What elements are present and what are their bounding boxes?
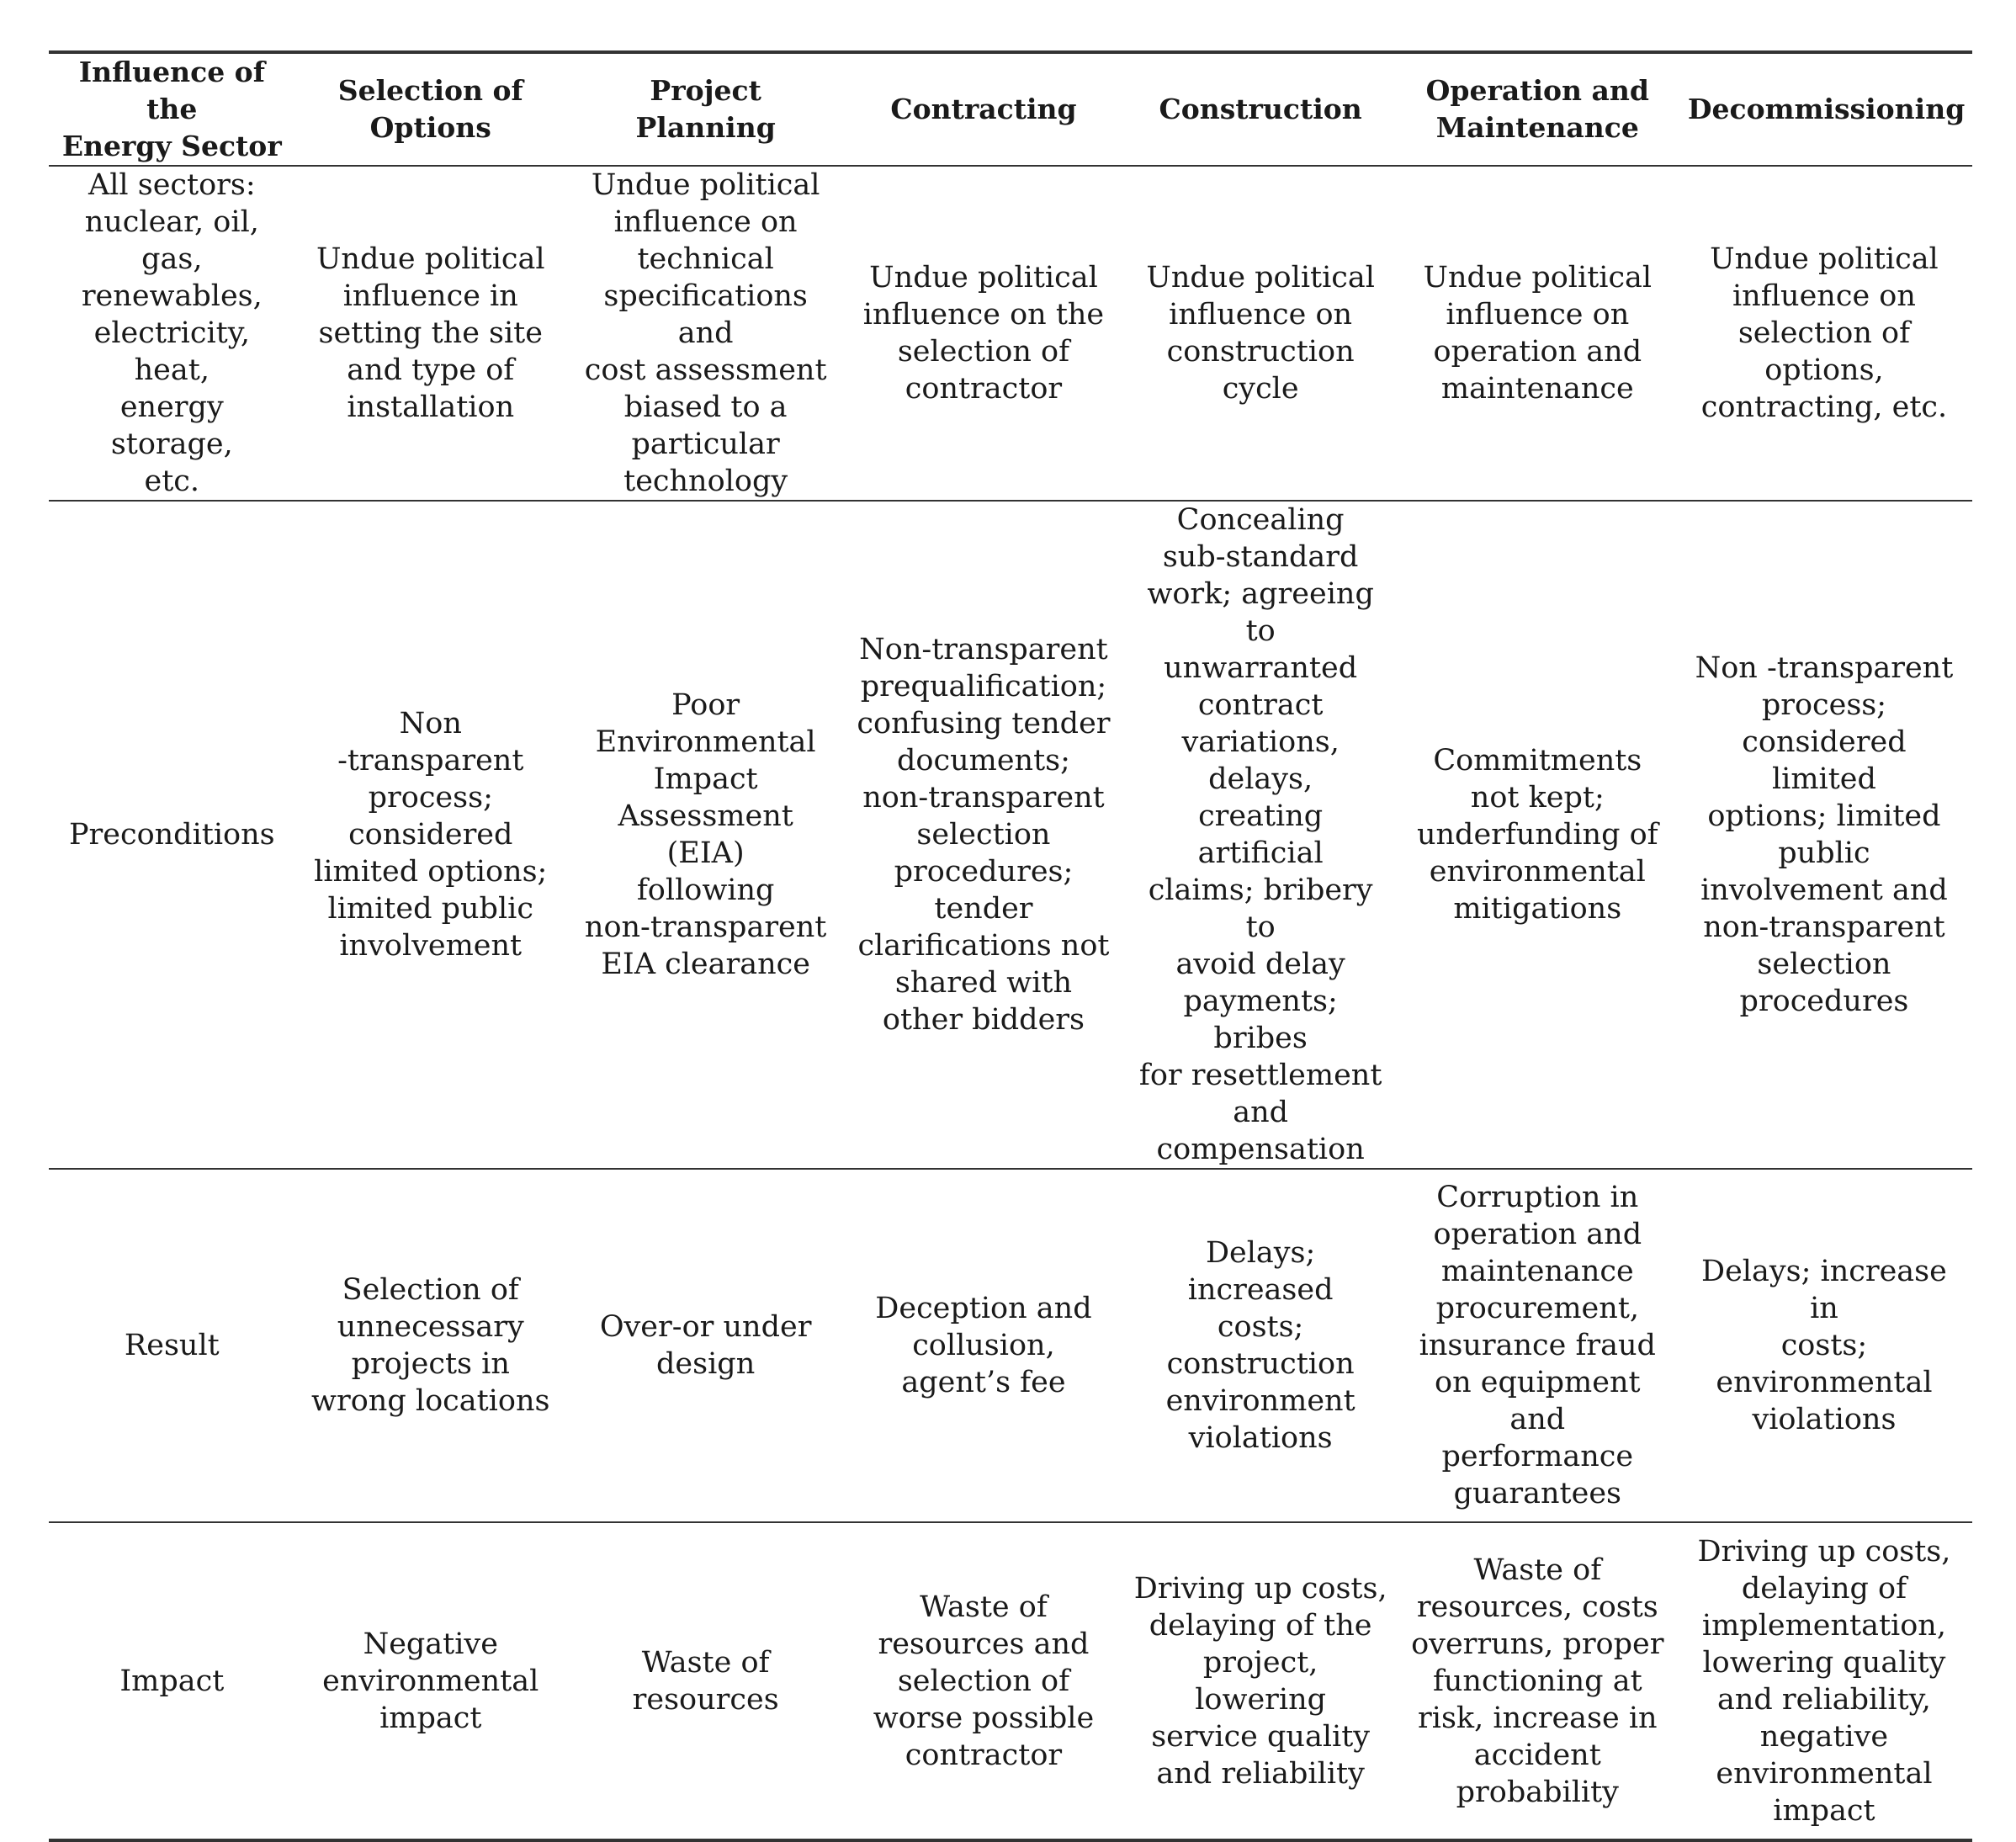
header-label: Construction bbox=[1159, 93, 1362, 125]
cell-text: Concealing sub-standard work; agreeing to unwarranted contract variations, delays, creating artificial claims; bribery to avoid delay payments; bribes for resettlement and compensation bbox=[1138, 503, 1382, 1166]
cell-text: Waste of resources and selection of worse possible contractor bbox=[873, 1590, 1095, 1772]
table-cell bbox=[1399, 1169, 1676, 1522]
cell-text: Commitments not kept; underfunding of environmental mitigations bbox=[1416, 744, 1658, 926]
cell-text: Undue political influence on the selection of contractor bbox=[862, 261, 1105, 406]
cell-text: Waste of resources, costs overruns, proper functioning at risk, increase in accident probability bbox=[1411, 1553, 1664, 1809]
cell-text: Waste of resources bbox=[632, 1645, 779, 1717]
table-cell bbox=[1122, 1169, 1399, 1522]
table-cell bbox=[566, 1522, 845, 1840]
table-cell bbox=[295, 1169, 566, 1522]
table-cell bbox=[1399, 1522, 1676, 1840]
table-row-impact bbox=[49, 1522, 1972, 1840]
header-construction bbox=[1122, 52, 1399, 166]
cell-text: Result bbox=[124, 1329, 220, 1362]
table-cell bbox=[845, 1522, 1122, 1840]
header-row bbox=[49, 52, 1972, 166]
table-row-result bbox=[49, 1169, 1972, 1522]
table-cell bbox=[295, 166, 566, 501]
table-cell bbox=[1399, 501, 1676, 1169]
header-operation-maintenance bbox=[1399, 52, 1676, 166]
table-cell bbox=[1676, 1169, 1972, 1522]
corruption-risk-table-container bbox=[49, 50, 1972, 1842]
cell-text: Corruption in operation and maintenance procurement, insurance fraud on equipment and performance guarantees bbox=[1419, 1181, 1656, 1510]
table-cell bbox=[295, 1522, 566, 1840]
header-label: Project Planning bbox=[635, 74, 776, 144]
table-cell bbox=[566, 501, 845, 1169]
cell-text: Driving up costs, delaying of the project, lowering service quality and reliability bbox=[1133, 1571, 1387, 1791]
cell-text: Non -transparent process; considered limited options; limited public involvement and non-transparent selection procedures bbox=[1695, 651, 1954, 1018]
header-contracting bbox=[845, 52, 1122, 166]
table-cell bbox=[845, 501, 1122, 1169]
table-cell bbox=[1122, 501, 1399, 1169]
cell-text: Preconditions bbox=[68, 818, 275, 852]
table-header bbox=[49, 52, 1972, 166]
table-cell bbox=[1676, 166, 1972, 501]
cell-text: Undue political influence in setting the site and type of installation bbox=[316, 242, 545, 424]
table-cell bbox=[1399, 166, 1676, 501]
header-project-planning bbox=[566, 52, 845, 166]
table-cell bbox=[49, 166, 295, 501]
cell-text: Non -transparent process; considered limited options; limited public involvement bbox=[314, 707, 548, 963]
table-cell bbox=[566, 166, 845, 501]
cell-text: Delays; increase in costs; environmental violations bbox=[1701, 1255, 1947, 1436]
header-label: Operation and Maintenance bbox=[1425, 74, 1649, 144]
cell-text: Undue political influence on selection of options, contracting, etc. bbox=[1700, 242, 1948, 424]
cell-text: Negative environmental impact bbox=[322, 1627, 539, 1735]
table-cell bbox=[49, 501, 295, 1169]
cell-text: Undue political influence on operation and maintenance bbox=[1423, 261, 1653, 406]
cell-text: Undue political influence on technical specifications and cost assessment biased to a particular technology bbox=[584, 168, 827, 498]
header-label: Contracting bbox=[890, 93, 1077, 125]
cell-text: Over-or under design bbox=[599, 1310, 812, 1381]
table-cell bbox=[295, 501, 566, 1169]
cell-text: Poor Environmental Impact Assessment (EIA) following non-transparent EIA clearance bbox=[584, 688, 827, 981]
table-cell bbox=[845, 166, 1122, 501]
cell-text: Driving up costs, delaying of implementation, lowering quality and reliability, negative environmental impact bbox=[1697, 1534, 1951, 1828]
header-label: Selection of Options bbox=[337, 74, 523, 144]
table-row-preconditions bbox=[49, 501, 1972, 1169]
table-cell bbox=[49, 1169, 295, 1522]
header-label: Influence of the Energy Sector bbox=[61, 56, 282, 162]
cell-text: All sectors: nuclear, oil, gas, renewables, electricity, heat, energy storage, etc. bbox=[81, 168, 263, 498]
cell-text: Undue political influence on construction cycle bbox=[1146, 261, 1375, 406]
table-cell bbox=[1676, 501, 1972, 1169]
corruption-risk-table bbox=[49, 50, 1972, 1842]
header-selection-of-options bbox=[295, 52, 566, 166]
cell-text: Impact bbox=[119, 1664, 225, 1698]
cell-text: Non-transparent prequalification; confusing tender documents; non-transparent selection procedures; tender clarifications not shared with other bidders bbox=[857, 633, 1111, 1037]
table-cell bbox=[845, 1169, 1122, 1522]
cell-text: Deception and collusion, agent’s fee bbox=[875, 1292, 1092, 1399]
table-cell bbox=[1122, 1522, 1399, 1840]
header-energy-sector bbox=[49, 52, 295, 166]
table-body bbox=[49, 166, 1972, 1840]
cell-text: Selection of unnecessary projects in wrong locations bbox=[311, 1273, 550, 1418]
table-cell bbox=[1122, 166, 1399, 501]
header-decommissioning bbox=[1676, 52, 1972, 166]
table-row-sectors bbox=[49, 166, 1972, 501]
table-cell bbox=[49, 1522, 295, 1840]
table-cell bbox=[1676, 1522, 1972, 1840]
table-cell bbox=[566, 1169, 845, 1522]
header-label: Decommissioning bbox=[1687, 93, 1966, 125]
cell-text: Delays; increased costs; construction environment violations bbox=[1165, 1236, 1355, 1455]
